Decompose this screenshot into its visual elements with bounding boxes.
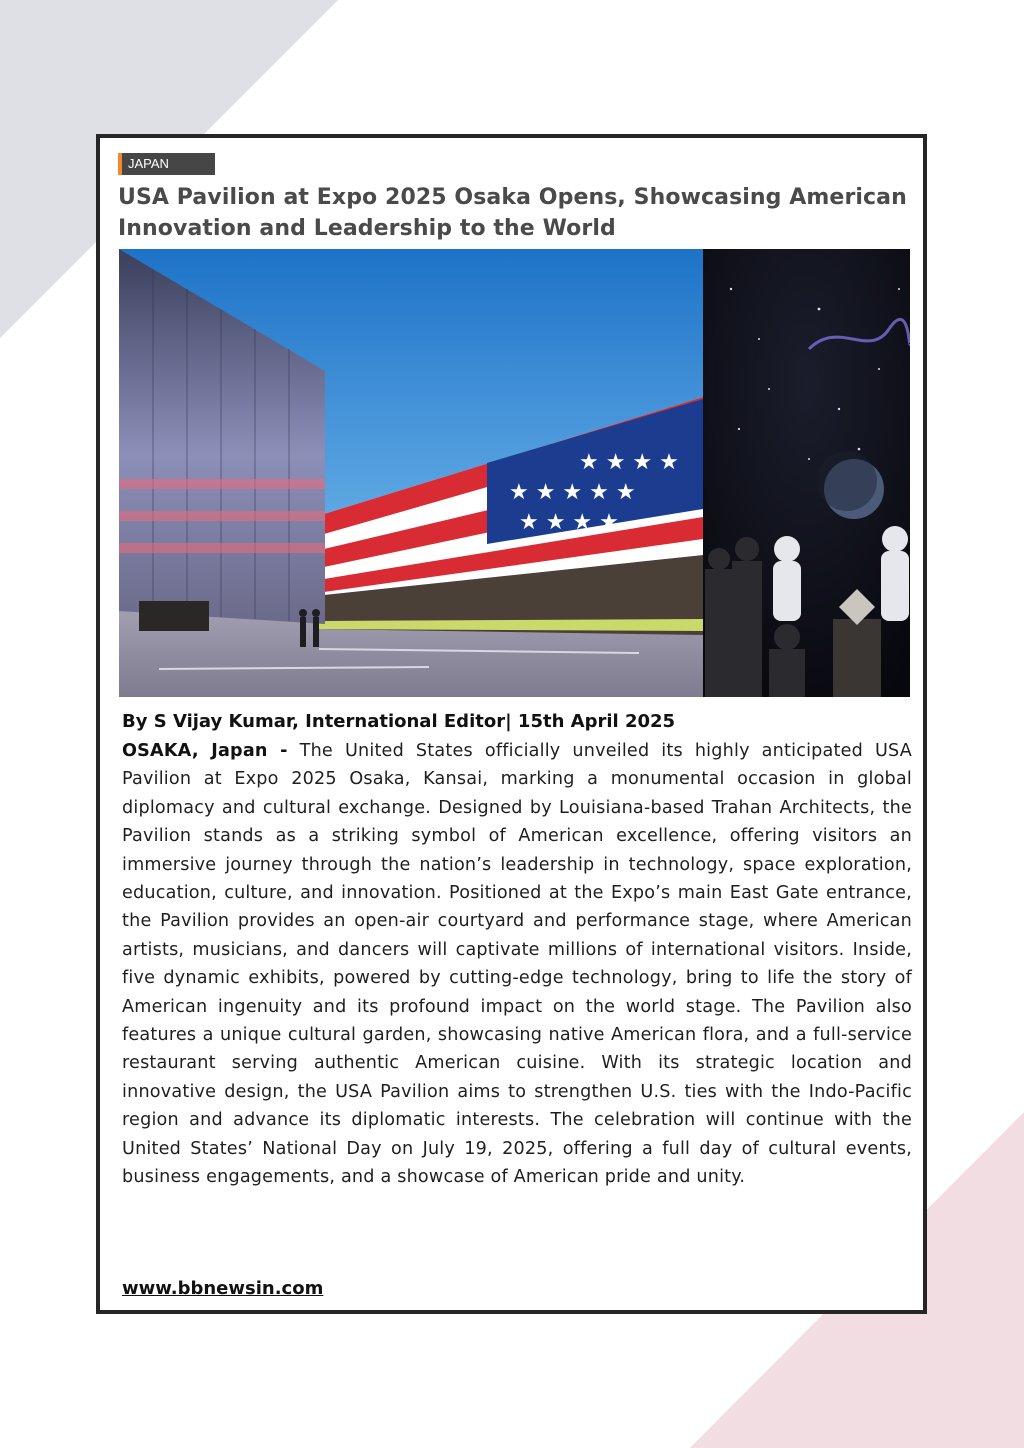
website-link[interactable]: www.bbnewsin.com: [122, 1278, 324, 1299]
article-body: [122, 737, 912, 1192]
section-tag[interactable]: JAPAN: [118, 153, 215, 175]
byline: By S Vijay Kumar, International Editor| 15th April 2025: [122, 711, 676, 732]
svg-text:★ ★ ★ ★: ★ ★ ★ ★: [579, 450, 679, 475]
dateline: OSAKA, Japan -: [122, 741, 288, 761]
svg-text:★ ★ ★ ★ ★: ★ ★ ★ ★ ★: [509, 480, 636, 505]
article-photo: [119, 249, 910, 697]
svg-text:★ ★ ★ ★: ★ ★ ★ ★: [519, 510, 619, 535]
article-frame: [96, 134, 927, 1314]
article-headline: USA Pavilion at Expo 2025 Osaka Opens, Showcasing American Innovation and Leadership to the World: [118, 185, 907, 241]
article-body-text: The United States officially unveiled its highly anticipated USA Pavilion at Expo 2025 Osaka, Kansai, marking a monumental occasion in global diplomacy and cultural exchange. Designed by Louisiana-based Trahan Architects, the Pavilion stands as a striking symbol of American excellence, offering visitors an immersive journey through the nation’s leadership in technology, space exploration, education, culture, and innovation. Positioned at the Expo’s main East Gate entrance, the Pavilion provides an open-air courtyard and performance stage, where American artists, musicians, and dancers will captivate millions of international visitors. Inside, five dynamic exhibits, powered by cutting-edge technology, bring to life the story of American ingenuity and its profound impact on the world stage. The Pavilion also features a unique cultural garden, showcasing native American flora, and a full-service restaurant serving authentic American cuisine. With its strategic location and innovative design, the USA Pavilion aims to strengthen U.S. ties with the Indo-Pacific region and advance its diplomatic interests. The celebration will continue with the United States’ National Day on July 19, 2025, offering a full day of cultural events, business engagements, and a showcase of American pride and unity.: [122, 741, 912, 1188]
pavilion-illustration: [119, 249, 910, 697]
